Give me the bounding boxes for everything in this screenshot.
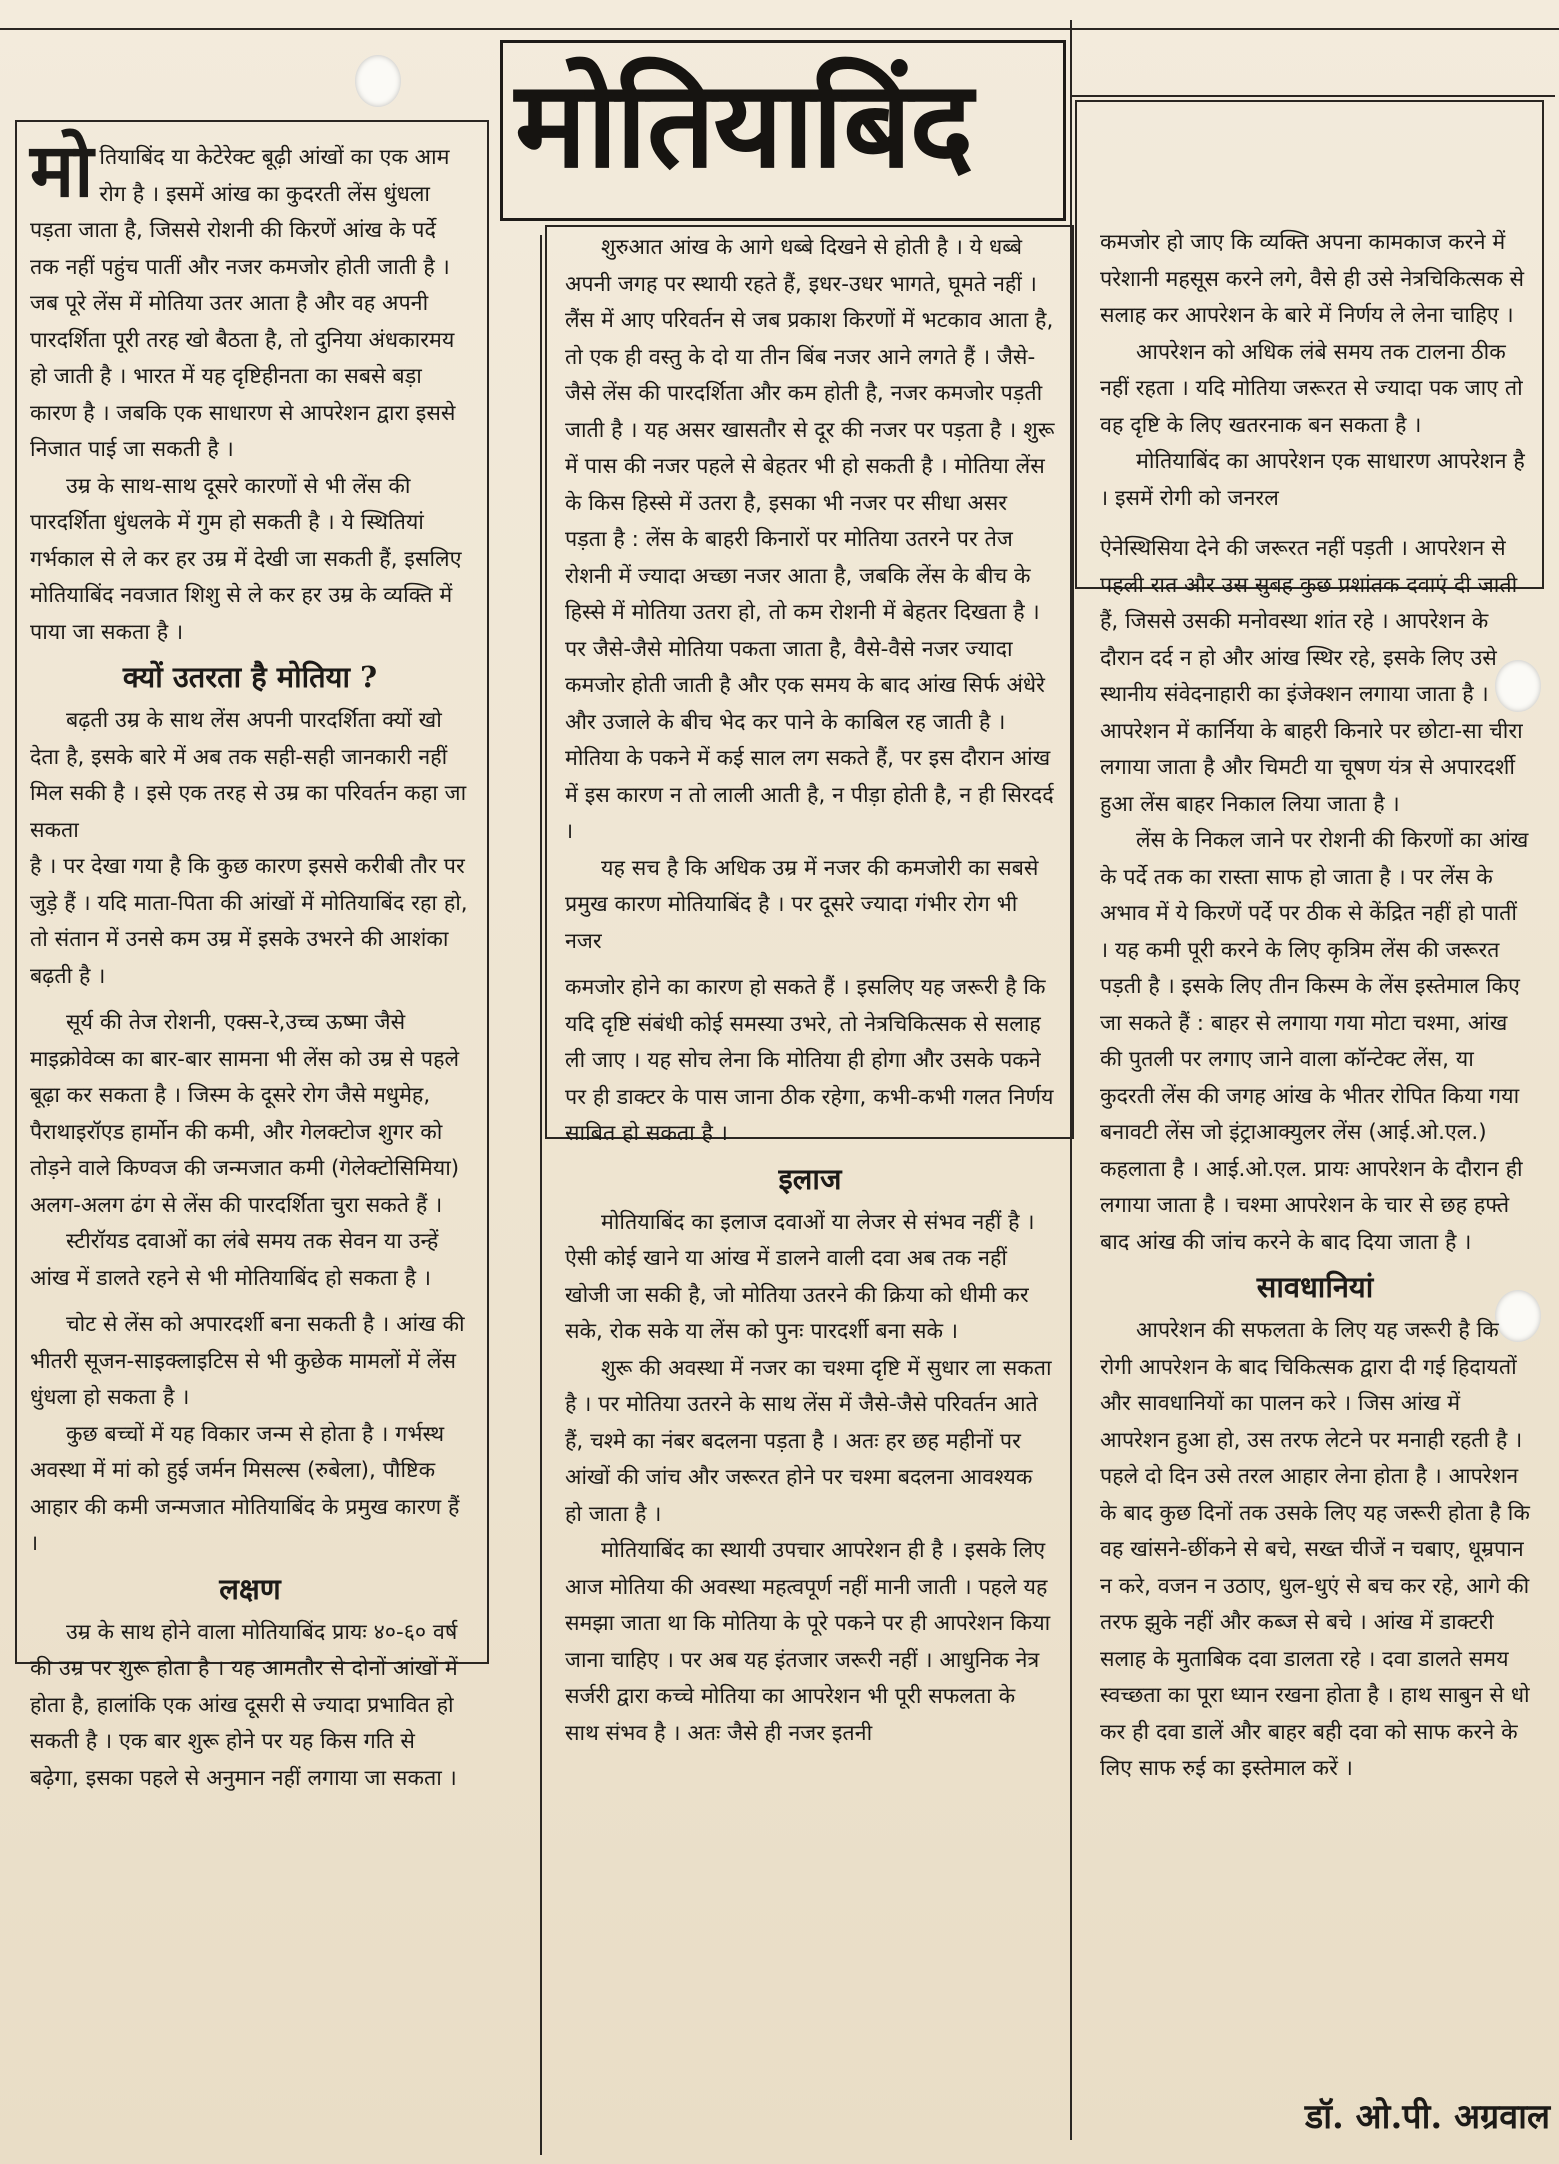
paragraph: बढ़ती उम्र के साथ लेंस अपनी पारदर्शिता क्यों खो देता है, इसके बारे में अब तक सही-सही जानकारी नहीं मिल सकी है । इसे एक तरह से उम्र का परिवर्तन कहा जा सकता [30, 708, 467, 843]
paragraph: कमजोर होने का कारण हो सकते हैं । इसलिए यह जरूरी है कि यदि दृष्टि संबंधी कोई समस्या उभरे, तो नेत्रचिकित्सक से सलाह ली जाए । यह सोच लेना कि मोतिया ही होगा और उसके पकने पर ही डाक्टर के पास जाना ठीक रहेगा, कभी-कभी गलत निर्णय साबित हो सकता है । [565, 975, 1054, 1146]
section-heading: लक्षण [219, 1571, 281, 1606]
paragraph: उम्र के साथ होने वाला मोतियाबिंद प्रायः ४०-६० वर्ष की उम्र पर शुरू होता है । यह आमतौर से दोनों आंखों में होता है, हालांकि एक आंख दूसरी से ज्यादा प्रभावित हो सकती है । एक बार शुरू होने पर यह किस गति से बढ़ेगा, इसका पहले से अनुमान नहीं लगाया जा सकता । [30, 1619, 458, 1791]
paragraph: आपरेशन को अधिक लंबे समय तक टालना ठीक नहीं रहता । यदि मोतिया जरूरत से ज्यादा पक जाए तो वह दृष्टि के लिए खतरनाक बन सकता है । [1100, 339, 1523, 438]
column-rule [540, 235, 542, 2155]
section-heading: इलाज [778, 1161, 842, 1196]
column-1 [30, 128, 470, 1797]
paragraph: सूर्य की तेज रोशनी, एक्स-रे,उच्च ऊष्मा जैसे माइक्रोवेव्स का बार-बार सामना भी लेंस को उम्र से पहले बूढ़ा कर सकता है । जिस्म के दूसरे रोग जैसे मधुमेह, पैराथाइरॉएड हार्मोन की कमी, और गेलक्टोज शुगर को तोड़ने वाले किण्वज की जन्मजात कमी (गेलेक्टोसिमिया) अलग-अलग ढंग से लेंस की पारदर्शिता चुरा सकते हैं । [30, 1010, 460, 1218]
paragraph: मोतियाबिंद का इलाज दवाओं या लेजर से संभव नहीं है । ऐसी कोई खाने या आंख में डालने वाली दवा अब तक नहीं खोजी जा सकी है, जो मोतिया उतरने की क्रिया को धीमी कर सके, रोक सके या लेंस को पुनः पारदर्शी बना सके । [565, 1209, 1035, 1344]
paragraph: मोतियाबिंद का स्थायी उपचार आपरेशन ही है । इसके लिए आज मोतिया की अवस्था महत्वपूर्ण नहीं मानी जाती । पहले यह समझा जाता था कि मोतिया के पूरे पकने पर ही आपरेशन किया जाना चाहिए । पर अब यह इंतजार जरूरी नहीं । आधुनिक नेत्र सर्जरी द्वारा कच्चे मोतिया का आपरेशन भी पूरी सफलता के साथ संभव है । अतः जैसे ही नजर इतनी [565, 1538, 1051, 1746]
top-rule [0, 28, 1559, 30]
paragraph: तियाबिंद या केटेरेक्ट बूढ़ी आंखों का एक आम रोग है । इसमें आंख का कुदरती लेंस धुंधला पड़ता जाता है, जिससे रोशनी की किरणें आंख के पर्दे तक नहीं पहुंच पातीं और नजर कमजोर होती जाती है । जब पूरे लेंस में मोतिया उतर आता है और वह अपनी पारदर्शिता पूरी तरह खो बैठता है, तो दुनिया अंधकारमय हो जाती है । भारत में यह दृष्टिहीनता का सबसे बड़ा कारण है । जबकि एक साधारण से आपरेशन द्वारा इससे निजात पाई जा सकती है । [30, 145, 456, 462]
paragraph: कुछ बच्चों में यह विकार जन्म से होता है । गर्भस्थ अवस्था में मां को हुई जर्मन मिसल्स (रुबेला), पौष्टिक आहार की कमी जन्मजात मोतियाबिंद के प्रमुख कारण हैं । [30, 1421, 460, 1556]
paragraph: मोतियाबिंद का आपरेशन एक साधारण आपरेशन है । इसमें रोगी को जनरल [1100, 449, 1525, 511]
paragraph: यह सच है कि अधिक उम्र में नजर की कमजोरी का सबसे प्रमुख कारण मोतियाबिंद है । पर दूसरे ज्यादा गंभीर रोग भी नजर [565, 855, 1039, 954]
paragraph: चोट से लेंस को अपारदर्शी बना सकती है । आंख की भीतरी सूजन-साइक्लाइटिस से भी कुछेक मामलों में लेंस धुंधला हो सकता है । [30, 1312, 465, 1410]
paragraph: शुरुआत आंख के आगे धब्बे दिखने से होती है । ये धब्बे अपनी जगह पर स्थायी रहते हैं, इधर-उधर भागते, घूमते नहीं । लैंस में आए परिवर्तन से जब प्रकाश किरणों में भटकाव आता है, तो एक ही वस्तु के दो या तीन बिंब नजर आने लगते हैं । जैसे-जैसे लेंस की पारदर्शिता और कम होती है, नजर कमजोर पड़ती जाती है । यह असर खासतौर से दूर की नजर पर पड़ता है । शुरू में पास की नजर पहले से बेहतर भी हो सकती है । मोतिया लेंस के किस हिस्से में उतरा है, इसका भी नजर पर सीधा असर पड़ता है : लेंस के बाहरी किनारों पर मोतिया उतरने पर तेज रोशनी में ज्यादा अच्छा नजर आता है, जबकि लेंस के बीच के हिस्से में मोतिया उतरा हो, तो कम रोशनी में बेहतर दिखता है । पर जैसे-जैसे मोतिया पकता जाता है, वैसे-वैसे नजर ज्यादा कमजोर होती जाती है और एक समय के बाद आंख सिर्फ अंधेरे और उजाले के बीच भेद कर पाने के काबिल रह जाती है । मोतिया के पकने में कई साल लग सकते हैं, पर इस दौरान आंख में इस कारण न तो लाली आती है, न पीड़ा होती है, न ही सिरदर्द । [565, 235, 1055, 844]
paragraph: लेंस के निकल जाने पर रोशनी की किरणों का आंख के पर्दे तक का रास्ता साफ हो जाता है । पर लेंस के अभाव में ये किरणें पर्दे पर ठीक से केंद्रित नहीं हो पातीं । यह कमी पूरी करने के लिए कृत्रिम लेंस की जरूरत पड़ती है । इसके लिए तीन किस्म के लेंस इस्तेमाल किए जा सकते हैं : बाहर से लगाया गया मोटा चश्मा, आंख की पुतली पर लगाए जाने वाला कॉन्टेक्ट लेंस, या कुदरती लेंस की जगह आंख के भीतर रोपित किया गया बनावटी लेंस जो इंट्राआक्युलर लेंस (आई.ओ.एल.) कहलाता है । आई.ओ.एल. प्रायः आपरेशन के दौरान ही लगाया जाता है । चश्मा आपरेशन के चार से छह हफ्ते बाद आंख की जांच करने के बाद दिया जाता है । [1100, 828, 1529, 1255]
paragraph: स्टीरॉयड दवाओं का लंबे समय तक सेवन या उन्हें आंख में डालते रहने से भी मोतियाबिंद हो सकता है । [30, 1229, 439, 1291]
punch-hole [355, 55, 401, 107]
column-3 [1100, 225, 1530, 1788]
paragraph: आपरेशन की सफलता के लिए यह जरूरी है कि रोगी आपरेशन के बाद चिकित्सक द्वारा दी गई हिदायतों और सावधानियों का पालन करे । जिस आंख में आपरेशन हुआ हो, उस तरफ लेटने पर मनाही रहती है । पहले दो दिन उसे तरल आहार लेना होता है । आपरेशन के बाद कुछ दिनों तक उसके लिए यह जरूरी होता है कि वह खांसने-छींकने से बचे, सख्त चीजें न चबाए, धूम्रपान न करे, वजन न उठाए, धुल-धुएं से बच कर रहे, आगे की तरफ झुके नहीं और कब्ज से बचे । आंख में डाक्टरी सलाह के मुताबिक दवा डालता रहे । दवा डालते समय स्वच्छता का पूरा ध्यान रखना होता है । हाथ साबुन से धो कर ही दवा डालें और बाहर बही दवा को साफ करने के लिए साफ रुई का इस्तेमाल करें । [1100, 1318, 1530, 1781]
page-title: मोतियाबिंद [515, 54, 972, 195]
column-rule [1070, 20, 1072, 2140]
drop-cap: मो [30, 128, 94, 214]
section-heading: क्यों उतरता है मोतिया ? [122, 660, 378, 694]
top-right-rule [1070, 95, 1555, 97]
paragraph: उम्र के साथ-साथ दूसरे कारणों से भी लेंस की पारदर्शिता धुंधलके में गुम हो सकती है । ये स्थितियां गर्भकाल से ले कर हर उम्र में देखी जा सकती हैं, इसलिए मोतियाबिंद नवजात शिशु से ले कर हर उम्र के व्यक्ति में पाया जा सकता है । [30, 473, 462, 645]
paragraph: ऐनेस्थिसिया देने की जरूरत नहीं पड़ती । आपरेशन से पहली रात और उस सुबह कुछ प्रशांतक दवाएं दी जाती हैं, जिससे उसकी मनोवस्था शांत रहे । आपरेशन के दौरान दर्द न हो और आंख स्थिर रहे, इसके लिए उसे स्थानीय संवेदनाहारी का इंजेक्शन लगाया जाता है । आपरेशन में कार्निया के बाहरी किनारे पर छोटा-सा चीरा लगाया जाता है और चिमटी या चूषण यंत्र से अपारदर्शी हुआ लेंस बाहर निकाल लिया जाता है । [1100, 536, 1523, 817]
paragraph: कमजोर हो जाए कि व्यक्ति अपना कामकाज करने में परेशानी महसूस करने लगे, वैसे ही उसे नेत्रचिकित्सक से सलाह कर आपरेशन के बारे में निर्णय ले लेना चाहिए । [1100, 230, 1525, 328]
paragraph: है । पर देखा गया है कि कुछ कारण इससे करीबी तौर पर जुड़े हैं । यदि माता-पिता की आंखों में मोतियाबिंद रहा हो, तो संतान में उनसे कम उम्र में इसके उभरने की आशंका बढ़ती है । [30, 854, 468, 989]
author-signature: डॉ. ओ.पी. अग्रवाल [1305, 2097, 1550, 2137]
paragraph: शुरू की अवस्था में नजर का चश्मा दृष्टि में सुधार ला सकता है । पर मोतिया उतरने के साथ लेंस में जैसे-जैसे परिवर्तन आते हैं, चश्मे का नंबर बदलना पड़ता है । अतः हर छह महीनों पर आंखों की जांच और जरूरत होने पर चश्मा बदलना आवश्यक हो जाता है । [565, 1355, 1052, 1527]
column-2 [565, 230, 1055, 1752]
section-heading: सावधानियां [1256, 1270, 1374, 1304]
